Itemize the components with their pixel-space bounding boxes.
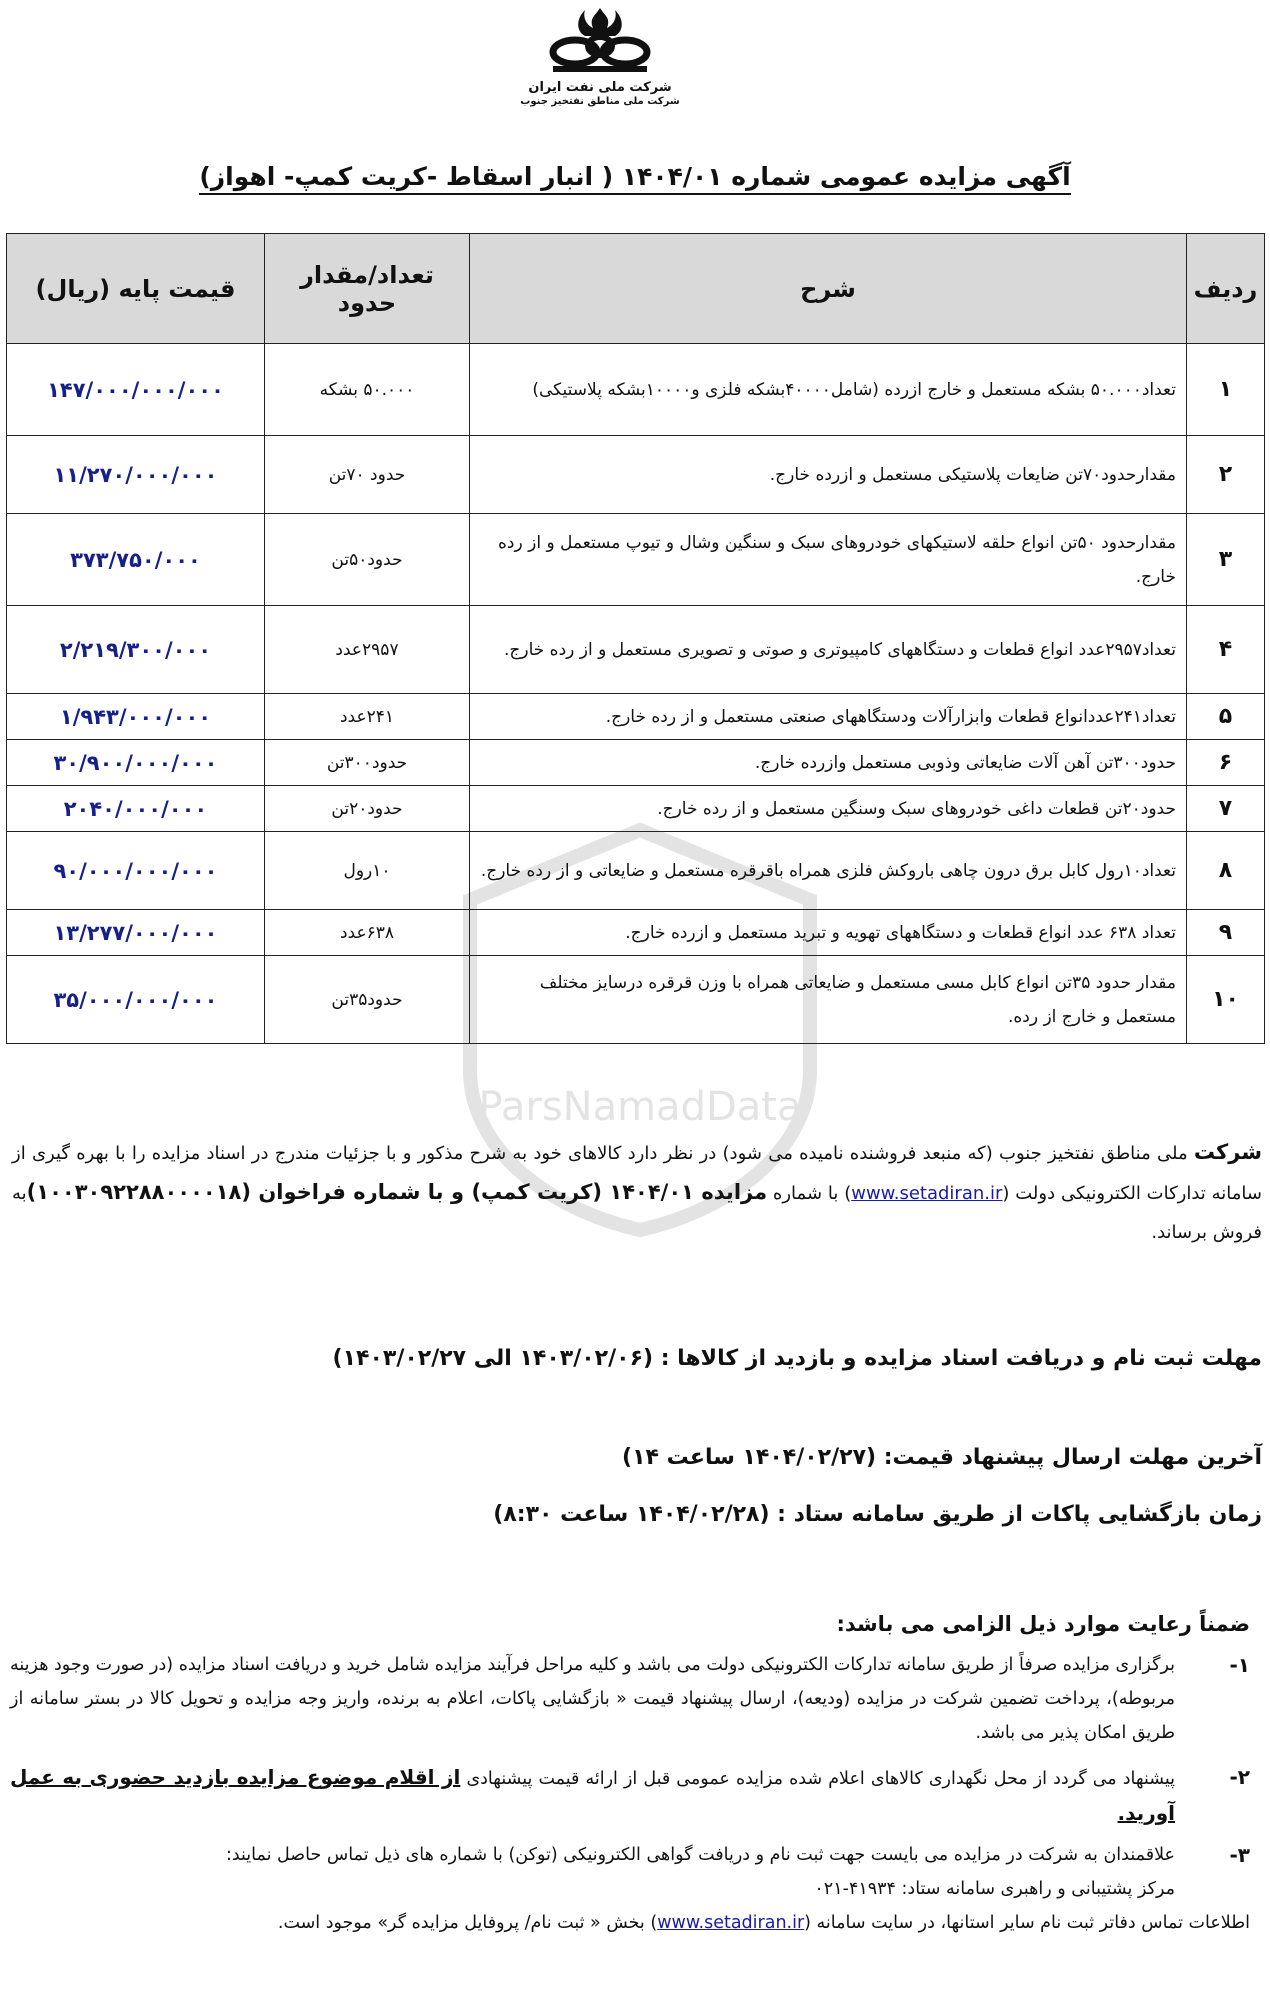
support-center: مرکز پشتیبانی و راهبری سامانه ستاد: ۴۱۹۳۴-۰۲۱ [814,1879,1175,1899]
page-title [0,162,1270,191]
table-row [7,786,1265,832]
row-price: ۲۰۴۰/۰۰۰/۰۰۰ [7,786,265,832]
registration-deadline: مهلت ثبت نام و دریافت اسناد مزایده و بازدید از کالاها : (۱۴۰۳/۰۲/۰۶ الی ۱۴۰۳/۰۲/۲۷) [332,1346,1262,1371]
table-row [7,606,1265,694]
setadiran-link-2[interactable]: www.setadiran.ir [657,1913,805,1933]
row-quantity: حدود ۷۰تن [265,436,470,514]
row-price: ۳۵/۰۰۰/۰۰۰/۰۰۰ [7,956,265,1044]
row-description: مقدارحدود۷۰تن ضایعات پلاستیکی مستعمل و ازرده خارج. [470,436,1187,514]
row-quantity: حدود۲۰تن [265,786,470,832]
row-number: ۲ [1187,436,1265,514]
row-description: تعداد۵۰.۰۰۰ بشکه مستعمل و خارج ازرده (شامل۴۰۰۰۰بشکه فلزی و۱۰۰۰۰بشکه پلاستیکی) [470,344,1187,436]
intro-text-3: به فروش برساند. [12,1183,1262,1243]
table-row [7,514,1265,606]
row-quantity: حدود۳۵تن [265,956,470,1044]
condition-2 [10,1760,1250,1832]
row-description: حدود۲۰تن قطعات داغی خودروهای سبک وسنگین مستعمل و از رده خارج. [470,786,1187,832]
condition-2-text [10,1760,1175,1832]
row-description: تعداد۲۹۵۷عدد انواع قطعات و دستگاههای کامپیوتری و صوتی و تصویری مستعمل و از رده خارج. [470,606,1187,694]
header-price: قیمت پایه (ریال) [7,234,265,344]
row-price: ۹۰/۰۰۰/۰۰۰/۰۰۰ [7,832,265,910]
row-quantity: حدود۵۰تن [265,514,470,606]
intro-company: شرکت [1193,1140,1262,1164]
condition-1-text: برگزاری مزایده صرفاً از طریق سامانه تدارکات الکترونیکی دولت می باشد و کلیه مراحل فرآیند مزایده شامل خرید و دریافت اسناد مزایده (در صورت وجود هزینه مربوطه)، پرداخت تضمین شرکت در مزایده (ودیعه)، ارسال پیشنهاد قیمت « بازگشایی پاکات، اعلام به برنده، واریز وجه مزایده و تحویل کالا در بستر سامانه از طریق امکان پذیر می باشد. [10,1655,1175,1743]
row-price: ۲/۲۱۹/۳۰۰/۰۰۰ [7,606,265,694]
table-row [7,910,1265,956]
auction-number: مزایده ۱۴۰۴/۰۱ (کریت کمپ) و با شماره فراخوان (۱۰۰۳۰۹۲۲۸۸۰۰۰۰۱۸) [26,1180,768,1204]
row-number: ۱ [1187,344,1265,436]
province-info-b: ) بخش « ثبت نام/ پروفایل مزایده گر» موجود است. [277,1913,658,1933]
condition-2-body: پیشنهاد می گردد از محل نگهداری کالاهای اعلام شده مزایده عمومی قبل از ارائه قیمت پیشنهادی [460,1769,1175,1789]
row-number: ۷ [1187,786,1265,832]
logo-line-2: شرکت ملی مناطق نفتخیز جنوب [520,96,680,107]
intro-paragraph [12,1133,1262,1252]
header-quantity: تعداد/مقدار حدود [265,234,470,344]
watermark-text: ParsNamadData [478,1084,802,1130]
row-number: ۸ [1187,832,1265,910]
intro-text-1: ملی مناطق نفتخیز جنوب (که منبعد فروشنده نامیده می شود) در نظر دارد کالاهای خود به شرح مذکور و با جزئیات مندرج در اسناد مزایده را با بهره گیری از سامانه تدارکات الکترونیکی دولت ( [12,1143,1262,1204]
row-price: ۳۰/۹۰۰/۰۰۰/۰۰۰ [7,740,265,786]
table-row [7,344,1265,436]
condition-2-number: ۲- [1229,1765,1250,1789]
table-row [7,740,1265,786]
conditions-heading: ضمناً رعایت موارد ذیل الزامی می باشد: [836,1612,1250,1636]
row-price: ۱۳/۲۷۷/۰۰۰/۰۰۰ [7,910,265,956]
condition-1 [10,1648,1250,1750]
province-info [10,1906,1250,1940]
province-info-a: اطلاعات تماس دفاتر ثبت نام سایر استانها، در سایت سامانه ( [804,1913,1250,1933]
table-header-row [7,234,1265,344]
row-description: حدود۳۰۰تن آهن آلات ضایعاتی وذوبی مستعمل وازرده خارج. [470,740,1187,786]
table-row [7,832,1265,910]
row-number: ۹ [1187,910,1265,956]
row-number: ۳ [1187,514,1265,606]
intro-text-2: ) با شماره [767,1183,852,1204]
header-row-no: ردیف [1187,234,1265,344]
row-quantity: ۶۳۸عدد [265,910,470,956]
company-logo [520,6,680,136]
row-description: مقدار حدود ۳۵تن انواع کابل مسی مستعمل و ضایعاتی همراه با وزن قرقره درسایز مختلف مستعمل و خارج از رده. [470,956,1187,1044]
condition-2-emphasis: از اقلام موضوع مزایده بازدید حضوری به عمل آورید. [10,1765,1175,1825]
row-number: ۴ [1187,606,1265,694]
condition-3-text: علاقمندان به شرکت در مزایده می بایست جهت ثبت نام و دریافت گواهی الکترونیکی (توکن) با شماره های ذیل تماس حاصل نمایند: [225,1845,1175,1865]
opening-time: زمان بازگشایی پاکات از طریق سامانه ستاد : (۱۴۰۴/۰۲/۲۸ ساعت ۸:۳۰) [493,1502,1262,1527]
table-row [7,694,1265,740]
items-table [6,233,1265,1044]
row-description: مقدارحدود ۵۰تن انواع حلقه لاستیکهای خودروهای سبک و سنگین وشال و تیوپ مستعمل و از رده خارج. [470,514,1187,606]
row-number: ۵ [1187,694,1265,740]
table-body [7,344,1265,1044]
row-quantity: ۱۰رول [265,832,470,910]
row-number: ۱۰ [1187,956,1265,1044]
row-description: تعداد۱۰رول کابل برق درون چاهی باروکش فلزی همراه باقرقره مستعمل و ضایعاتی و از رده خارج. [470,832,1187,910]
row-quantity: ۲۴۱عدد [265,694,470,740]
row-number: ۶ [1187,740,1265,786]
row-price: ۱/۹۴۳/۰۰۰/۰۰۰ [7,694,265,740]
row-price: ۱۱/۲۷۰/۰۰۰/۰۰۰ [7,436,265,514]
nioc-flame-icon [545,6,655,78]
page-title-text: آگهی مزایده عمومی شماره ۱۴۰۴/۰۱ ( انبار اسقاط -کریت کمپ- اهواز) [199,162,1070,195]
table-row [7,436,1265,514]
condition-3-number: ۳- [1229,1843,1250,1867]
last-offer-deadline: آخرین مهلت ارسال پیشنهاد قیمت: (۱۴۰۴/۰۲/۲۷ ساعت ۱۴) [622,1445,1262,1470]
row-price: ۳۷۳/۷۵۰/۰۰۰ [7,514,265,606]
row-price: ۱۴۷/۰۰۰/۰۰۰/۰۰۰ [7,344,265,436]
condition-1-number: ۱- [1229,1653,1250,1677]
header-description: شرح [470,234,1187,344]
setadiran-link[interactable]: www.setadiran.ir [851,1183,1003,1204]
row-quantity: ۲۹۵۷عدد [265,606,470,694]
table-row [7,956,1265,1044]
row-quantity: ۵۰.۰۰۰ بشکه [265,344,470,436]
logo-line-1: شرکت ملی نفت ایران [528,80,672,95]
row-quantity: حدود۳۰۰تن [265,740,470,786]
row-description: تعداد۲۴۱عددانواع قطعات وابزارآلات ودستگاههای صنعتی مستعمل و از رده خارج. [470,694,1187,740]
condition-3 [10,1838,1250,1940]
row-description: تعداد ۶۳۸ عدد انواع قطعات و دستگاههای تهویه و تبرید مستعمل و ازرده خارج. [470,910,1187,956]
